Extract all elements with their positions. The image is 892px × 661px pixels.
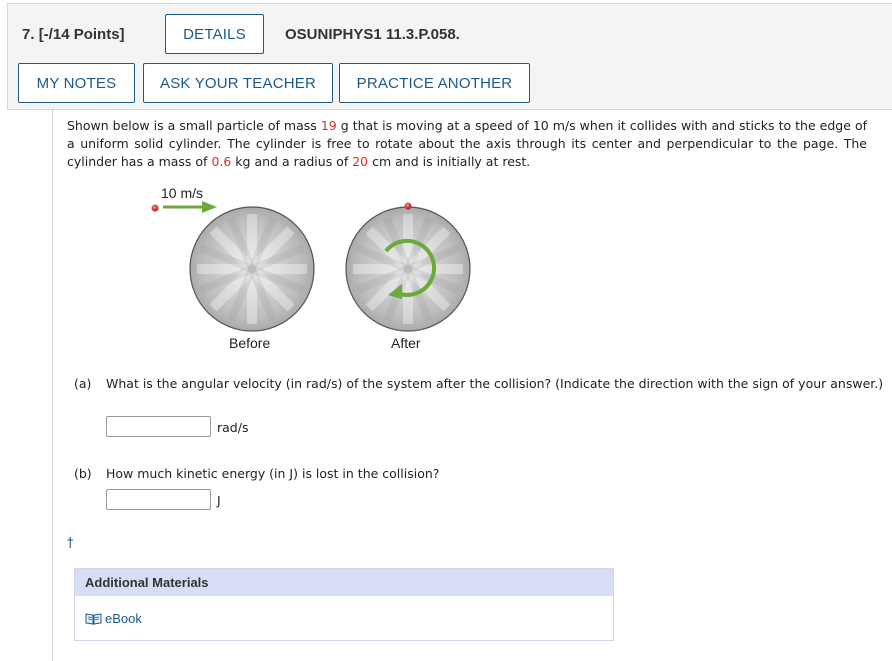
particle-on-edge [405, 203, 412, 210]
question-prompt [67, 117, 867, 171]
ebook-label: eBook [105, 611, 142, 626]
left-border [52, 110, 53, 661]
before-label: Before [229, 335, 271, 351]
practice-another-button[interactable]: PRACTICE ANOTHER [339, 63, 530, 103]
prompt-text-4: cm and is initially at rest. [368, 154, 531, 169]
book-icon [85, 612, 102, 625]
ask-teacher-button[interactable]: ASK YOUR TEACHER [143, 63, 333, 103]
question-header [7, 3, 892, 110]
points-label: [-/14 Points] [38, 26, 125, 43]
moving-particle [152, 205, 159, 212]
part-a-letter: (a) [74, 376, 92, 391]
part-a-unit: rad/s [217, 420, 249, 435]
prompt-text-2: g that is moving at a speed of 10 m/s when it collides with and sticks to the edge of a uniform solid cylinder. The cylinder is free to rotate about the axis through its center and perpendicular to the page. The cylinder has a mass of [67, 118, 868, 169]
after-label: After [391, 335, 421, 351]
my-notes-button[interactable]: MY NOTES [18, 63, 135, 103]
part-b-question: How much kinetic energy (in J) is lost in the collision? [106, 466, 440, 481]
part-a-question: What is the angular velocity (in rad/s) of the system after the collision? (Indicate the direction with the sign of your answer.) [106, 376, 884, 391]
question-number-label: 7. [22, 26, 35, 43]
before-cylinder [190, 207, 314, 331]
additional-materials-panel [74, 568, 614, 641]
problem-code: OSUNIPHYS1 11.3.P.058. [285, 26, 460, 43]
prompt-text-1: Shown below is a small particle of mass [67, 118, 321, 133]
after-cylinder [346, 207, 470, 331]
part-b-letter: (b) [74, 466, 92, 481]
details-button[interactable]: DETAILS [165, 14, 264, 54]
radius-value: 20 [352, 154, 369, 169]
angular-velocity-input[interactable] [106, 416, 211, 437]
collision-figure [140, 185, 480, 335]
question-number [22, 26, 125, 43]
ebook-link[interactable] [85, 611, 142, 626]
kinetic-energy-input[interactable] [106, 489, 211, 510]
part-b-unit: J [217, 493, 221, 508]
dagger-symbol: † [67, 536, 74, 551]
velocity-arrow-icon [163, 201, 217, 213]
speed-label: 10 m/s [161, 185, 204, 201]
particle-mass-value: 19 [320, 118, 337, 133]
additional-materials-title: Additional Materials [75, 569, 613, 596]
prompt-text-3: kg and a radius of [231, 154, 353, 169]
cylinder-mass-value: 0.6 [211, 154, 232, 169]
